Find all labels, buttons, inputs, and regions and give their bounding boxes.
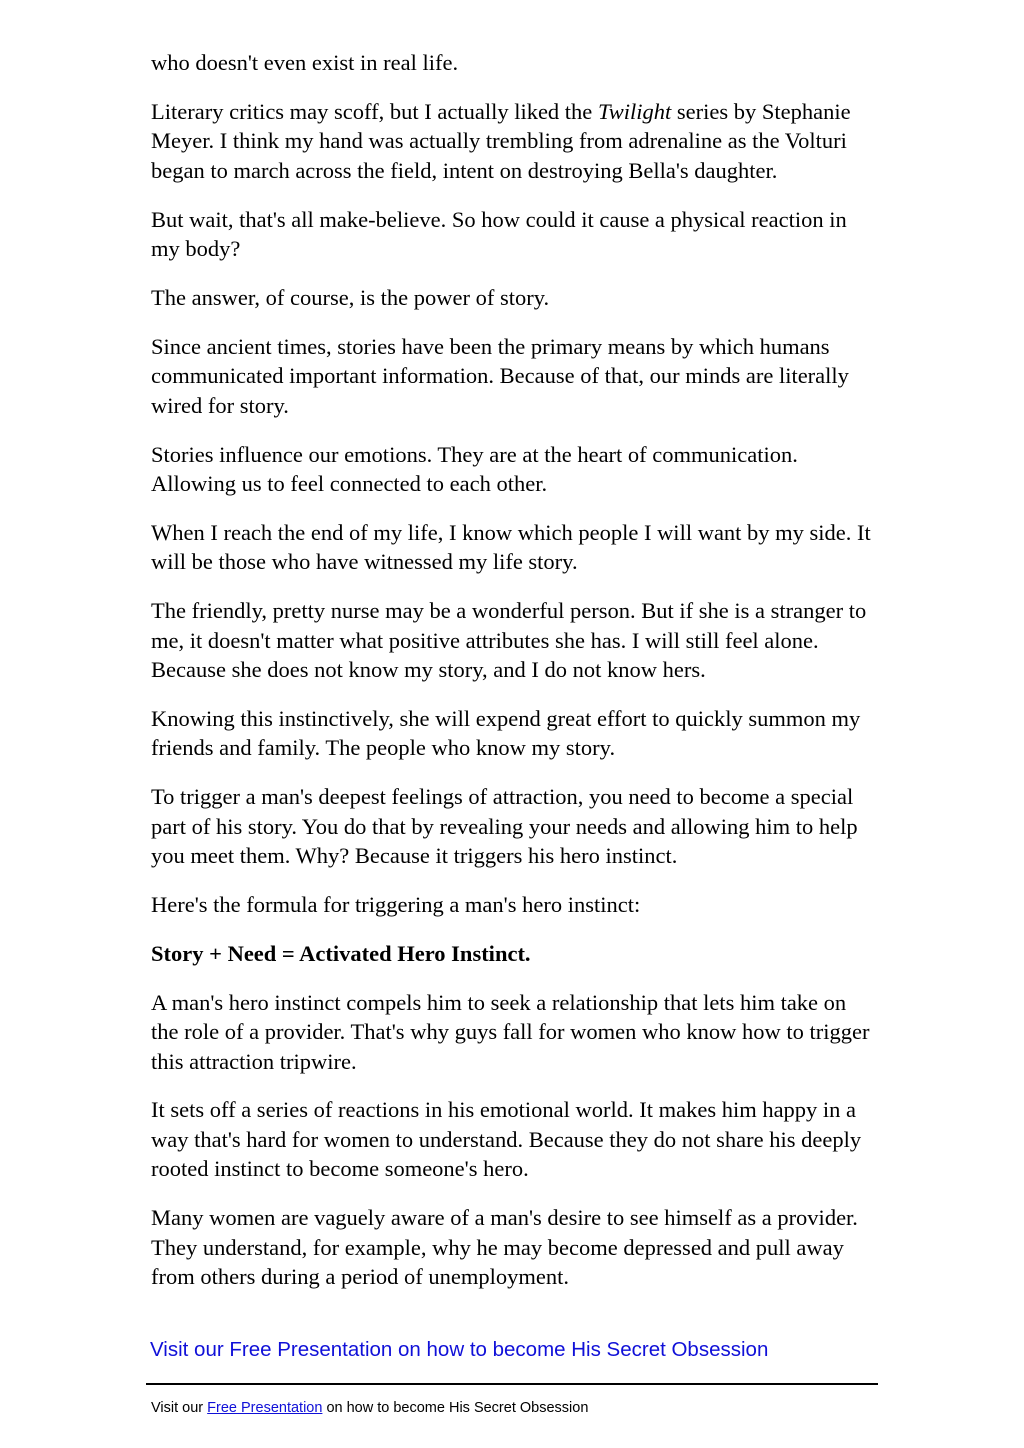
paragraph: But wait, that's all make-believe. So how could it cause a physical reaction in my body? <box>151 206 847 262</box>
paragraph-text: Literary critics may scoff, but I actually liked the <box>151 98 598 124</box>
footer-prefix: Visit our <box>151 1400 208 1416</box>
paragraph: The friendly, pretty nurse may be a wonderful person. But if she is a stranger to me, it doesn't matter what positive attributes she has. I will still feel alone. Because she does not know my story, and I do not know hers. <box>151 598 867 682</box>
paragraph: To trigger a man's deepest feelings of attraction, you need to become a special part of his story. You do that by revealing your needs and allowing him to help you meet them. Why? Because it triggers his hero instinct. <box>151 784 858 869</box>
paragraph: Since ancient times, stories have been the primary means by which humans communicated important information. Because of that, our minds are literally wired for story. <box>151 333 849 418</box>
paragraph: who doesn't even exist in real life. <box>151 50 459 75</box>
paragraph-text: series by Stephanie Meyer. I think my hand was actually trembling from adrenaline as the Volturi began to march across the field, intent on destroying Bella's daughter. <box>151 98 851 183</box>
book-title: Twilight <box>597 98 672 124</box>
formula-heading: Story + Need = Activated Hero Instinct. <box>151 940 531 966</box>
footer-suffix: on how to become His Secret Obsession <box>322 1400 589 1416</box>
paragraph: Here's the formula for triggering a man's hero instinct: <box>151 891 641 917</box>
promo-link[interactable]: Visit our Free Presentation on how to become His Secret Obsession <box>150 1338 769 1361</box>
footer-divider <box>146 1383 878 1385</box>
paragraph: Many women are vaguely aware of a man's desire to see himself as a provider. They understand, for example, why he may become depressed and pull away from others during a period of unemployment. <box>151 1205 858 1289</box>
paragraph <box>151 97 876 185</box>
paragraph: It sets off a series of reactions in his emotional world. It makes him happy in a way that's hard for women to understand. Because they do not share his deeply rooted instinct to become someone's hero. <box>151 1097 862 1182</box>
document-body <box>151 48 876 1311</box>
paragraph: Knowing this instinctively, she will expend great effort to quickly summon my friends and family. The people who know my story. <box>151 705 861 761</box>
paragraph: A man's hero instinct compels him to seek a relationship that lets him take on the role of a provider. That's why guys fall for women who know how to trigger this attraction tripwire. <box>151 989 870 1074</box>
paragraph: Stories influence our emotions. They are at the heart of communication. Allowing us to feel connected to each other. <box>151 441 798 496</box>
footer <box>151 1398 588 1418</box>
paragraph: The answer, of course, is the power of story. <box>151 284 550 310</box>
paragraph: When I reach the end of my life, I know which people I will want by my side. It will be those who have witnessed my life story. <box>151 519 871 575</box>
free-presentation-link[interactable]: Free Presentation <box>207 1400 323 1416</box>
